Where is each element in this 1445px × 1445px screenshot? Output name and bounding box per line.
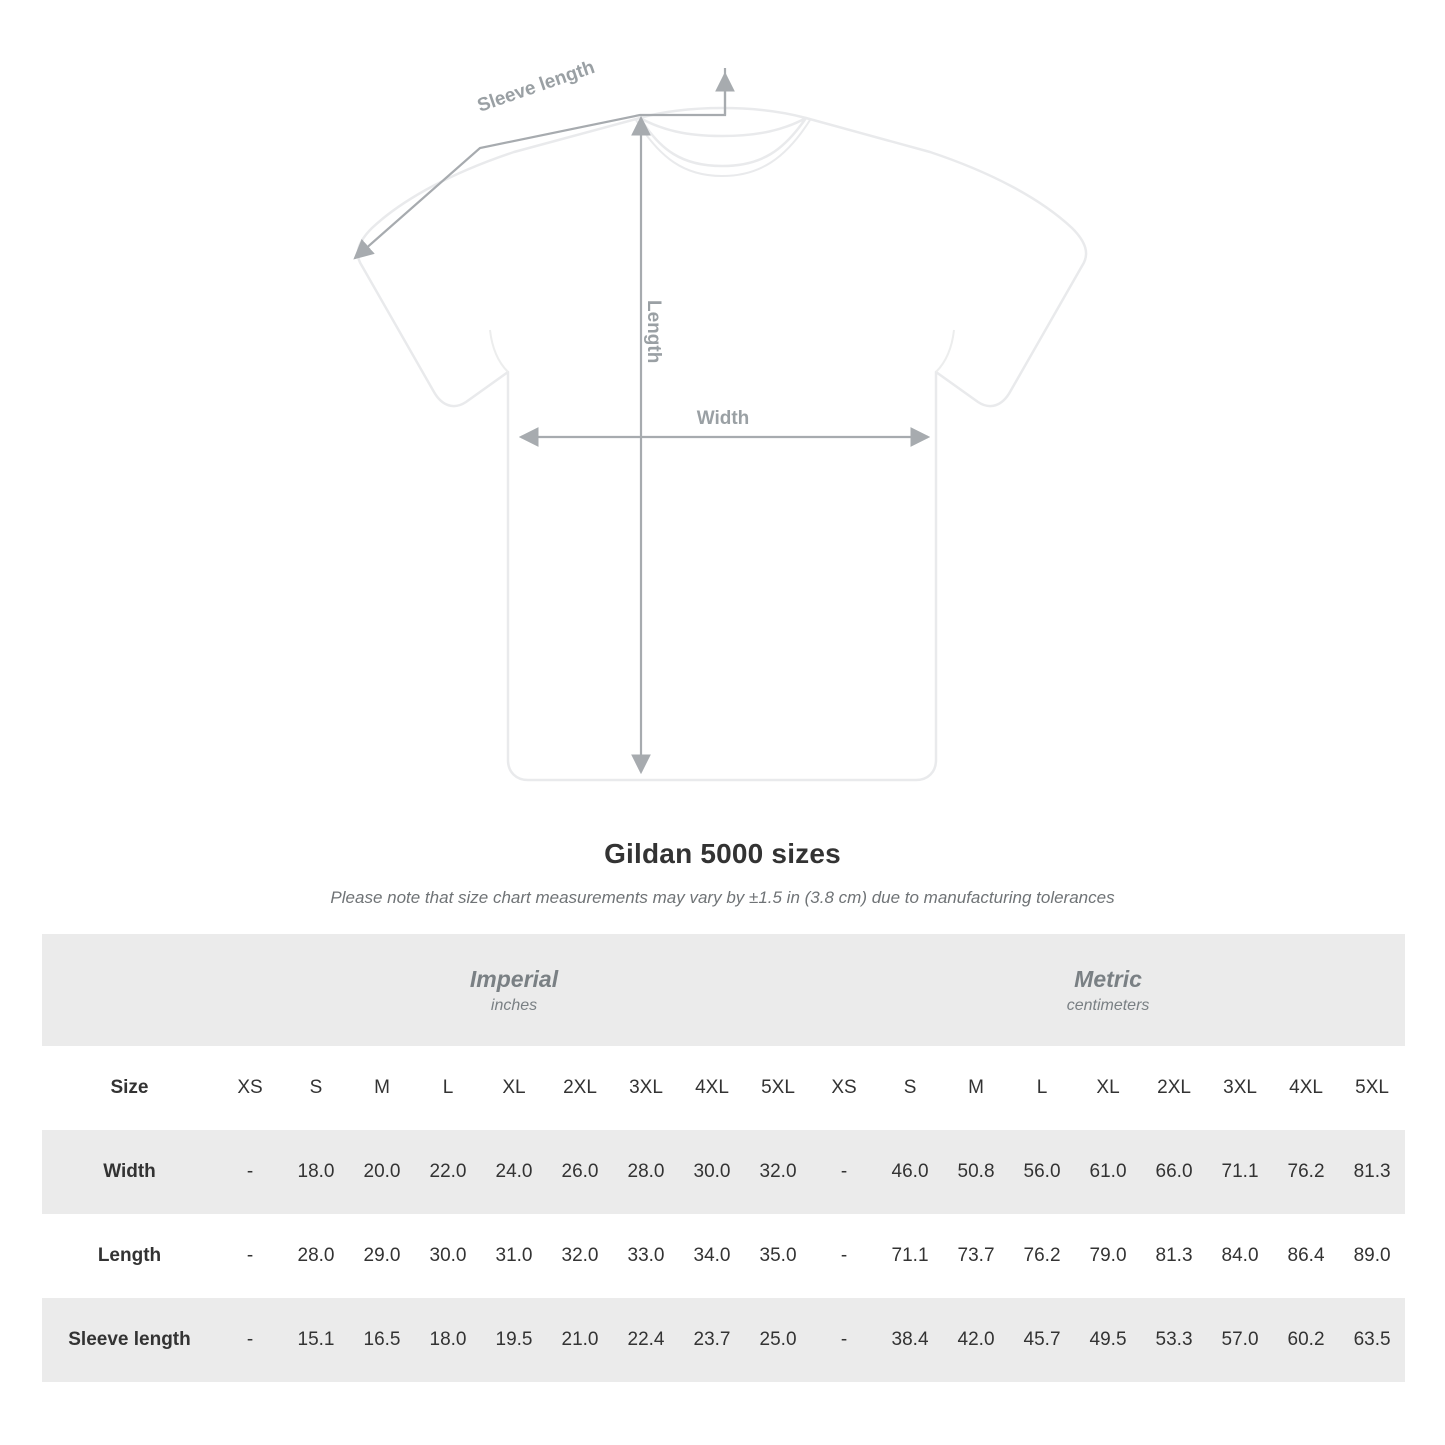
table-row-length xyxy=(42,1214,1405,1298)
size-col-imperial-xs: XS xyxy=(217,1046,283,1130)
size-col-imperial-l: L xyxy=(415,1046,481,1130)
size-col-metric-3xl: 3XL xyxy=(1207,1046,1273,1130)
cell-sleeve-imperial-l: 18.0 xyxy=(415,1298,481,1382)
table-row-sleeve-length xyxy=(42,1298,1405,1382)
tshirt-shape xyxy=(358,108,1086,780)
row-label-sleeve-length: Sleeve length xyxy=(42,1298,217,1382)
size-col-metric-m: M xyxy=(943,1046,1009,1130)
cell-length-metric-3xl: 84.0 xyxy=(1207,1214,1273,1298)
cell-width-imperial-2xl: 26.0 xyxy=(547,1130,613,1214)
unit-metric-name: Metric xyxy=(1074,965,1142,992)
unit-imperial-cell xyxy=(217,934,811,1046)
size-col-metric-4xl: 4XL xyxy=(1273,1046,1339,1130)
size-col-metric-s: S xyxy=(877,1046,943,1130)
cell-width-imperial-5xl: 32.0 xyxy=(745,1130,811,1214)
size-col-imperial-xl: XL xyxy=(481,1046,547,1130)
cell-width-metric-l: 56.0 xyxy=(1009,1130,1075,1214)
cell-length-metric-4xl: 86.4 xyxy=(1273,1214,1339,1298)
cell-length-metric-l: 76.2 xyxy=(1009,1214,1075,1298)
cell-width-metric-3xl: 71.1 xyxy=(1207,1130,1273,1214)
cell-width-metric-4xl: 76.2 xyxy=(1273,1130,1339,1214)
chart-title-block xyxy=(0,838,1445,908)
cell-width-metric-2xl: 66.0 xyxy=(1141,1130,1207,1214)
cell-sleeve-metric-s: 38.4 xyxy=(877,1298,943,1382)
size-col-imperial-4xl: 4XL xyxy=(679,1046,745,1130)
unit-corner-cell xyxy=(42,934,217,1046)
cell-width-metric-s: 46.0 xyxy=(877,1130,943,1214)
cell-sleeve-metric-xs: - xyxy=(811,1298,877,1382)
cell-length-imperial-5xl: 35.0 xyxy=(745,1214,811,1298)
cell-sleeve-imperial-5xl: 25.0 xyxy=(745,1298,811,1382)
cell-width-metric-xl: 61.0 xyxy=(1075,1130,1141,1214)
cell-length-imperial-s: 28.0 xyxy=(283,1214,349,1298)
cell-width-imperial-xl: 24.0 xyxy=(481,1130,547,1214)
unit-metric-cell xyxy=(811,934,1405,1046)
cell-sleeve-imperial-m: 16.5 xyxy=(349,1298,415,1382)
size-col-metric-l: L xyxy=(1009,1046,1075,1130)
chart-note: Please note that size chart measurements may vary by ±1.5 in (3.8 cm) due to manufacturing tolerances xyxy=(330,888,1115,907)
cell-sleeve-metric-4xl: 60.2 xyxy=(1273,1298,1339,1382)
unit-metric-sub: centimeters xyxy=(1066,997,1150,1015)
size-col-imperial-m: M xyxy=(349,1046,415,1130)
cell-width-imperial-xs: - xyxy=(217,1130,283,1214)
size-col-imperial-2xl: 2XL xyxy=(547,1046,613,1130)
cell-width-imperial-3xl: 28.0 xyxy=(613,1130,679,1214)
cell-length-imperial-3xl: 33.0 xyxy=(613,1214,679,1298)
cell-width-metric-5xl: 81.3 xyxy=(1339,1130,1405,1214)
cell-sleeve-imperial-2xl: 21.0 xyxy=(547,1298,613,1382)
cell-sleeve-metric-m: 42.0 xyxy=(943,1298,1009,1382)
size-table-wrap xyxy=(42,934,1403,1382)
row-label-width: Width xyxy=(42,1130,217,1214)
cell-length-imperial-4xl: 34.0 xyxy=(679,1214,745,1298)
unit-header-row xyxy=(42,934,1405,1046)
cell-sleeve-metric-l: 45.7 xyxy=(1009,1298,1075,1382)
sleeve-length-label: Sleeve length xyxy=(474,56,598,117)
cell-sleeve-imperial-xs: - xyxy=(217,1298,283,1382)
size-table xyxy=(42,934,1405,1382)
cell-sleeve-imperial-xl: 19.5 xyxy=(481,1298,547,1382)
size-col-metric-2xl: 2XL xyxy=(1141,1046,1207,1130)
size-col-metric-5xl: 5XL xyxy=(1339,1046,1405,1130)
row-label-length: Length xyxy=(42,1214,217,1298)
cell-sleeve-imperial-3xl: 22.4 xyxy=(613,1298,679,1382)
size-header-row xyxy=(42,1046,1405,1130)
size-header-label: Size xyxy=(42,1046,217,1130)
size-col-metric-xl: XL xyxy=(1075,1046,1141,1130)
cell-width-imperial-s: 18.0 xyxy=(283,1130,349,1214)
cell-length-imperial-xl: 31.0 xyxy=(481,1214,547,1298)
cell-length-metric-5xl: 89.0 xyxy=(1339,1214,1405,1298)
unit-imperial-name: Imperial xyxy=(469,965,559,992)
size-col-imperial-s: S xyxy=(283,1046,349,1130)
cell-sleeve-metric-xl: 49.5 xyxy=(1075,1298,1141,1382)
cell-length-metric-s: 71.1 xyxy=(877,1214,943,1298)
cell-length-metric-xl: 79.0 xyxy=(1075,1214,1141,1298)
cell-sleeve-metric-2xl: 53.3 xyxy=(1141,1298,1207,1382)
size-col-metric-xs: XS xyxy=(811,1046,877,1130)
cell-length-imperial-xs: - xyxy=(217,1214,283,1298)
width-label: Width xyxy=(696,408,750,429)
table-row-width xyxy=(42,1130,1405,1214)
unit-imperial-sub: inches xyxy=(490,997,538,1015)
cell-length-metric-m: 73.7 xyxy=(943,1214,1009,1298)
cell-sleeve-imperial-s: 15.1 xyxy=(283,1298,349,1382)
cell-length-metric-2xl: 81.3 xyxy=(1141,1214,1207,1298)
size-col-imperial-3xl: 3XL xyxy=(613,1046,679,1130)
cell-width-metric-m: 50.8 xyxy=(943,1130,1009,1214)
cell-sleeve-metric-5xl: 63.5 xyxy=(1339,1298,1405,1382)
cell-length-metric-xs: - xyxy=(811,1214,877,1298)
size-col-imperial-5xl: 5XL xyxy=(745,1046,811,1130)
cell-width-imperial-4xl: 30.0 xyxy=(679,1130,745,1214)
cell-length-imperial-m: 29.0 xyxy=(349,1214,415,1298)
cell-width-metric-xs: - xyxy=(811,1130,877,1214)
chart-title: Gildan 5000 sizes xyxy=(604,838,841,869)
length-label: Length xyxy=(643,300,664,364)
cell-length-imperial-2xl: 32.0 xyxy=(547,1214,613,1298)
cell-width-imperial-m: 20.0 xyxy=(349,1130,415,1214)
cell-length-imperial-l: 30.0 xyxy=(415,1214,481,1298)
cell-width-imperial-l: 22.0 xyxy=(415,1130,481,1214)
cell-sleeve-imperial-4xl: 23.7 xyxy=(679,1298,745,1382)
cell-sleeve-metric-3xl: 57.0 xyxy=(1207,1298,1273,1382)
